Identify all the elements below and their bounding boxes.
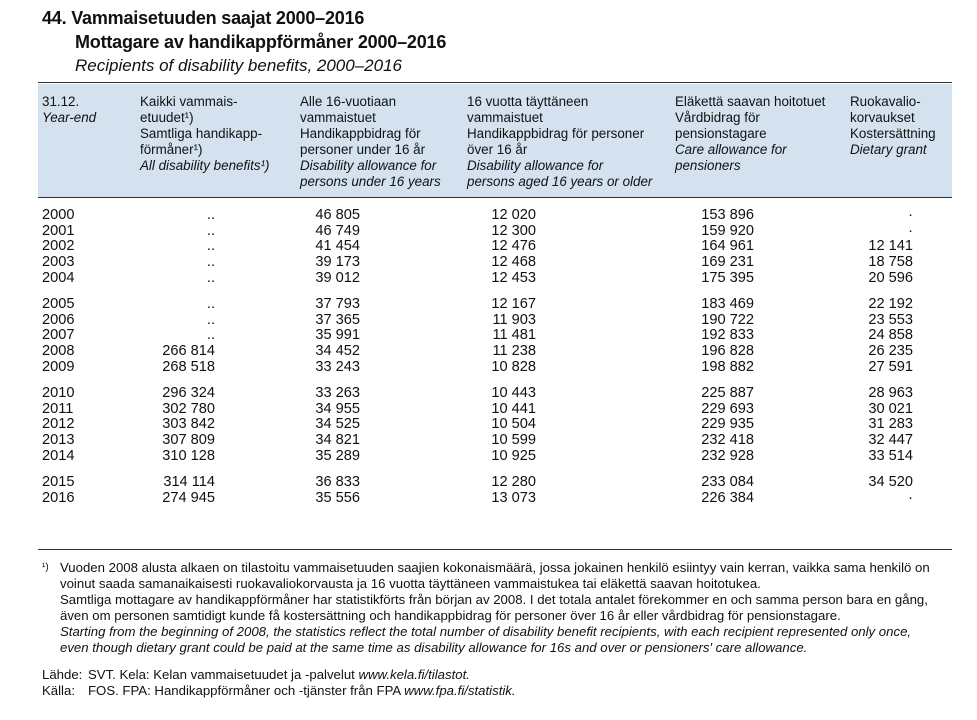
- table-row: 2015 314 114 36 833 12 280 233 084 34 520: [42, 473, 913, 490]
- source-swedish: Källa: FOS. FPA: Handikappförmåner och -tjänster från FPA www.fpa.fi/statistik.: [42, 683, 516, 698]
- bottom-rule: [38, 549, 952, 550]
- table-row: 2002 .. 41 454 12 476 164 961 12 141: [42, 238, 913, 255]
- table-row: 2003 .. 39 173 12 468 169 231 18 758: [42, 254, 913, 271]
- sources: [42, 667, 516, 699]
- table-header: [38, 84, 952, 197]
- header-care-allowance: Eläkettä saavan hoitotuet Vårdbidrag för pensionstagare Care allowance for pensioners: [675, 94, 826, 174]
- table-row: 2013 307 809 34 821 10 599 232 418 32 447: [42, 431, 913, 448]
- table-row: 2010 296 324 33 263 10 443 225 887 28 963: [42, 384, 913, 401]
- table-row: 2007 .. 35 991 11 481 192 833 24 858: [42, 327, 913, 344]
- footnote-sv-2: även om personen samtidigt kunde få kostersättning och handikappbidrag för personer över 16 år eller vårdbidrag för pensionstagare.: [60, 608, 841, 623]
- header-over-16: 16 vuotta täyttäneen vammaistuet Handikappbidrag för personer över 16 år Disability allowance for persons aged 16 years or older: [467, 94, 653, 190]
- table-title-english: Recipients of disability benefits, 2000–2016: [75, 56, 402, 75]
- footnote-sv-1: Samtliga mottagare av handikappförmåner har statistikförts från början av 2008. I det totala antalet förekommer en och samma person bara en gång,: [60, 592, 928, 607]
- table-body: [0, 208, 977, 506]
- table-row: 2000 .. 46 805 12 020 153 896 ·: [42, 207, 913, 223]
- header-year: 31.12. Year-end: [42, 94, 97, 126]
- table-row: 2006 .. 37 365 11 903 190 722 23 553: [42, 311, 913, 328]
- table-row: 2011 302 780 34 955 10 441 229 693 30 021: [42, 400, 913, 417]
- table-row: 2009 268 518 33 243 10 828 198 882 27 591: [42, 358, 913, 375]
- top-rule: [38, 82, 952, 83]
- table-title-swedish: Mottagare av handikappförmåner 2000–2016: [75, 32, 447, 52]
- header-all-benefits: Kaikki vammais- etuudet¹) Samtliga handikapp- förmåner¹) All disability benefits¹): [140, 94, 270, 174]
- table-row: 2008 266 814 34 452 11 238 196 828 26 235: [42, 343, 913, 359]
- header-under-16: Alle 16-vuotiaan vammaistuet Handikappbidrag för personer under 16 år Disability allowance for persons under 16 years: [300, 94, 441, 190]
- footnote-fi-2: voinut saada samanaikaisesti ruokavaliokorvausta ja 16 vuotta täyttäneen vammaistukea tai eläkettä saavan hoitotukea.: [60, 576, 761, 591]
- footnote-marker: ¹): [42, 562, 49, 573]
- source-link-fpa[interactable]: www.fpa.fi/statistik.: [404, 683, 516, 698]
- row-group-gap: [0, 464, 977, 475]
- table-row: 2016 274 945 35 556 13 073 226 384 ·: [42, 489, 913, 506]
- footnote-en-2: even though dietary grant could be paid at the same time as disability allowance for 16s and over or pensioners' care allowance.: [60, 640, 808, 655]
- table-row: 2014 310 128 35 289 10 925 232 928 33 514: [42, 447, 913, 464]
- footnote-fi-1: Vuoden 2008 alusta alkaen on tilastoitu vammaisetuuden saajien kokonaismäärä, jossa jokainen henkilö esiintyy vain kerran, vaikka sama henkilö on: [60, 560, 930, 575]
- row-group-gap: [0, 375, 977, 386]
- row-group-gap: [0, 286, 977, 297]
- table-row: 2012 303 842 34 525 10 504 229 935 31 283: [42, 416, 913, 433]
- footnote-en-1: Starting from the beginning of 2008, the statistics reflect the total number of disability benefit recipients, with each recipient represented only once,: [60, 624, 912, 639]
- table-row: 2005 .. 37 793 12 167 183 469 22 192: [42, 295, 913, 312]
- table-row: 2001 .. 46 749 12 300 159 920 ·: [42, 222, 913, 239]
- source-finnish: Lähde: SVT. Kela: Kelan vammaisetuudet ja -palvelut www.kela.fi/tilastot.: [42, 667, 470, 682]
- header-dietary-grant: Ruokavalio- korvaukset Kostersättning Dietary grant: [850, 94, 936, 158]
- source-link-kela[interactable]: www.kela.fi/tilastot.: [358, 667, 470, 682]
- header-rule: [38, 197, 952, 198]
- footnote: [42, 560, 930, 656]
- table-row: 2004 .. 39 012 12 453 175 395 20 596: [42, 269, 913, 286]
- table-title: 44. Vammaisetuuden saajat 2000–2016: [42, 8, 365, 28]
